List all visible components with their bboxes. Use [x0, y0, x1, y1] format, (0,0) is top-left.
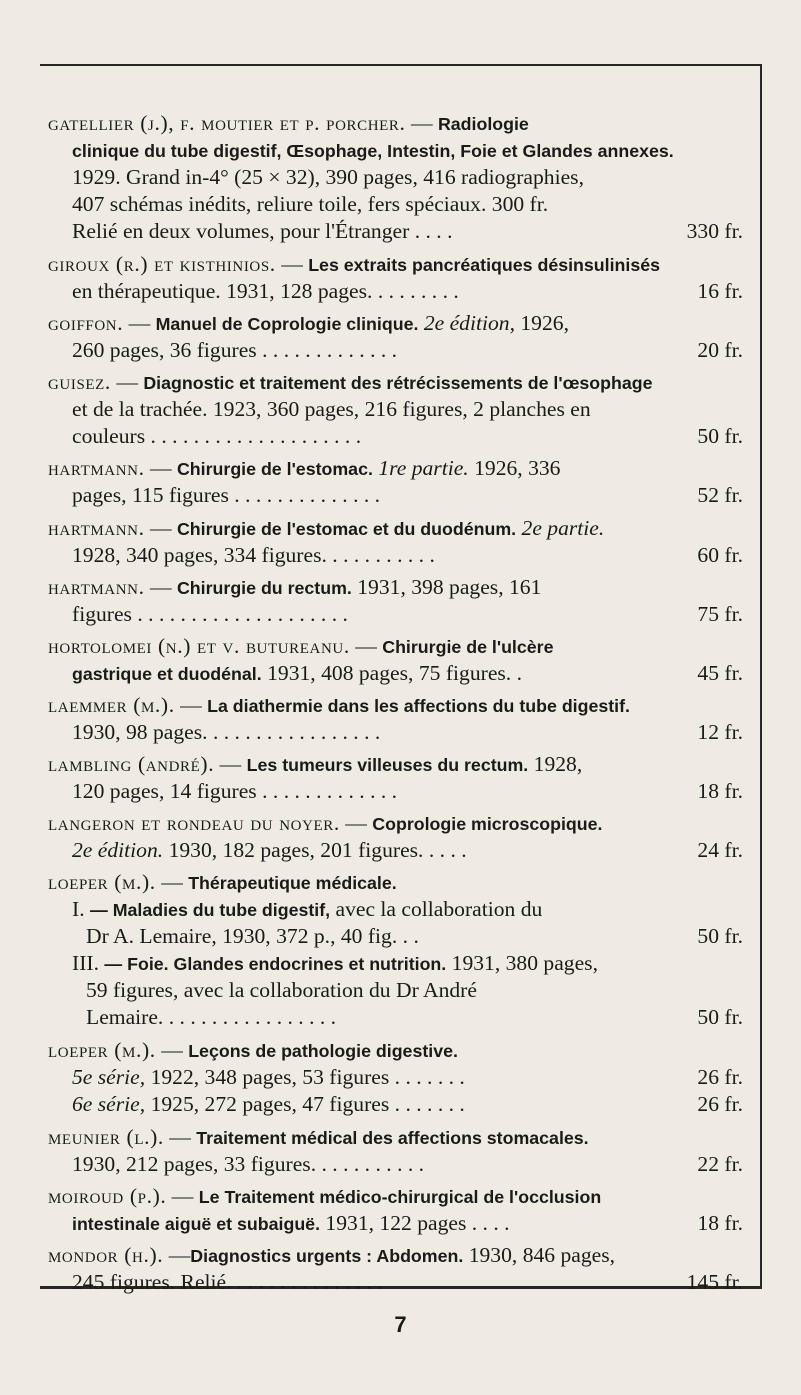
entry-title: Thérapeutique médicale. [188, 873, 397, 893]
catalog-entry [48, 310, 743, 364]
entry-separator: — [144, 456, 177, 480]
entry-details: 120 pages, 14 figures . . . . . . . . . . . . . [72, 779, 398, 803]
entry-separator: — [275, 252, 309, 276]
top-rule [40, 64, 762, 66]
volume-details: Lemaire. . . . . . . . . . . . . . . . . [86, 1005, 337, 1029]
entry-author: laemmer (m.). [48, 693, 175, 717]
entry-edition: 2e édition. [72, 838, 164, 862]
entry-author: goiffon. [48, 311, 124, 335]
entry-year: 1931, 398 pages, 161 [357, 575, 542, 599]
entry-author: guisez. [48, 370, 111, 394]
entry-author: moiroud (p.). [48, 1184, 167, 1208]
entry-price: 26 fr. [697, 1092, 743, 1116]
entry-year: 1930, 846 pages, [468, 1243, 616, 1267]
volume-details: 1931, 380 pages, [451, 951, 598, 975]
entry-title: La diathermie dans les affections du tube digestif. [207, 696, 630, 716]
entry-separator: — [405, 111, 438, 135]
entry-details: 407 schémas inédits, reliure toile, fers spéciaux. [72, 192, 487, 216]
entry-title: Chirurgie de l'ulcère [382, 637, 554, 657]
entry-part: 1re partie. [378, 456, 469, 480]
entry-author: giroux (r.) et kisthinios. [48, 252, 276, 276]
entry-details: 1930, 182 pages, 201 figures. . . . . [168, 838, 467, 862]
entry-part: 2e partie. [521, 516, 605, 540]
catalog-entry [48, 751, 743, 805]
entry-price: 60 fr. [697, 543, 743, 567]
catalog-entry [48, 574, 743, 628]
catalog-entry [48, 1183, 743, 1237]
catalog-entry [48, 633, 743, 687]
entry-details: 1930, 212 pages, 33 figures. . . . . . . . . . . [72, 1152, 425, 1176]
entry-price: 300 fr. [491, 192, 549, 216]
entry-details: 1922, 348 pages, 53 figures . . . . . . . [150, 1065, 465, 1089]
entry-year: 1926, 336 [474, 456, 561, 480]
entry-price: 22 fr. [697, 1152, 743, 1176]
catalog-entry [48, 515, 743, 569]
entry-author: meunier (l.). [48, 1125, 164, 1149]
catalog-entry [48, 692, 743, 746]
entry-title: Traitement médical des affections stomacales. [196, 1128, 589, 1148]
page-number: 7 [394, 1312, 407, 1337]
entry-author: mondor (h.). [48, 1243, 164, 1267]
entry-title: Le Traitement médico-chirurgical de l'occlusion [198, 1187, 602, 1207]
volume-details: avec la collaboration du [335, 897, 543, 921]
volume-details: 59 figures, avec la collaboration du Dr André [86, 978, 477, 1002]
entry-title: Radiologie [437, 114, 529, 134]
entry-title: Chirurgie du rectum. [176, 578, 352, 598]
entry-title: Les extraits pancréatiques désinsulinisés [308, 255, 661, 275]
volume-number: I. [72, 897, 85, 921]
entry-details: et de la trachée. 1923, 360 pages, 216 figures, 2 planches en [72, 397, 591, 421]
entry-separator: — [214, 752, 247, 776]
entry-details: 1931, 122 pages . . . . [325, 1211, 510, 1235]
entry-separator: — [155, 1038, 189, 1062]
entry-title-continued: gastrique et duodénal. [72, 664, 262, 684]
entry-price: 16 fr. [697, 279, 743, 303]
entry-separator: — [163, 1125, 197, 1149]
catalog-entry [48, 1242, 743, 1296]
entry-details: 1929. Grand in-4° (25 × 32), 390 pages, 416 radiographies, [72, 165, 584, 189]
entry-price: 145 fr. [686, 1270, 743, 1294]
entry-price: 12 fr. [697, 720, 743, 744]
entry-details: pages, 115 figures . . . . . . . . . . . . . . [72, 483, 381, 507]
entry-title-continued: intestinale aiguë et subaiguë. [72, 1214, 321, 1234]
entry-separator: — [110, 370, 144, 394]
volume-number: III. [72, 951, 99, 975]
entry-details: 245 figures. Relié. . . . . . . . . . . . . . . [72, 1270, 383, 1294]
catalog-entry [48, 1124, 743, 1178]
catalog-entry [48, 869, 743, 1031]
entry-price: 18 fr. [697, 779, 743, 803]
entry-author: hortolomei (n.) et v. butureanu. [48, 634, 350, 658]
entry-edition: 2e édition, [423, 311, 515, 335]
catalog-entry [48, 1037, 743, 1118]
entry-price: 75 fr. [697, 602, 743, 626]
volume-title: — Foie. Glandes endocrines et nutrition. [104, 954, 447, 974]
entry-details: figures . . . . . . . . . . . . . . . . . . . . [72, 602, 348, 626]
entry-year: 1928, [533, 752, 583, 776]
entry-details: 1928, 340 pages, 334 figures. . . . . . . . . . . [72, 543, 435, 567]
entry-separator: — [123, 311, 156, 335]
entry-title: Diagnostic et traitement des rétrécissements de l'œsophage [143, 373, 653, 393]
entry-details: couleurs . . . . . . . . . . . . . . . . . . . . [72, 424, 362, 448]
entry-title: Chirurgie de l'estomac. [176, 459, 373, 479]
entry-separator: — [155, 870, 189, 894]
entry-price: 50 fr. [697, 1005, 743, 1029]
entry-separator: — [339, 811, 373, 835]
entry-title: Les tumeurs villeuses du rectum. [246, 755, 529, 775]
entry-author: hartmann. [48, 456, 145, 480]
catalog-entry [48, 455, 743, 509]
entry-year: 1926, [520, 311, 569, 335]
volume-title: — Maladies du tube digestif, [90, 900, 331, 920]
entry-details: 1930, 98 pages. . . . . . . . . . . . . . . . . [72, 720, 381, 744]
catalog-entry [48, 369, 743, 450]
entry-title: Diagnostics urgents : Abdomen. [190, 1246, 464, 1266]
entry-separator: — [144, 516, 177, 540]
entry-separator: — [163, 1243, 191, 1267]
entry-author: loeper (m.). [48, 1038, 156, 1062]
entry-price: 330 fr. [686, 219, 743, 243]
entry-title-continued: clinique du tube digestif, Œsophage, Intestin, Foie et Glandes annexes. [72, 141, 674, 161]
series-label: 5e série, [72, 1065, 146, 1089]
entry-title: Manuel de Coprologie clinique. [155, 314, 419, 334]
catalog-entry [48, 810, 743, 864]
entry-separator: — [349, 634, 383, 658]
catalog-entry [48, 251, 743, 305]
entry-price: 52 fr. [697, 483, 743, 507]
entry-details: 1925, 272 pages, 47 figures . . . . . . . [150, 1092, 465, 1116]
entry-price: 45 fr. [697, 661, 743, 685]
entry-price: 18 fr. [697, 1211, 743, 1235]
entry-details: 260 pages, 36 figures . . . . . . . . . . . . . [72, 338, 398, 362]
entry-author: lambling (andré). [48, 752, 215, 776]
catalog-entry [48, 110, 743, 245]
entry-title: Coprologie microscopique. [372, 814, 603, 834]
entry-title: Leçons de pathologie digestive. [188, 1041, 458, 1061]
entry-details: 1931, 408 pages, 75 figures. . [267, 661, 522, 685]
entry-author: gatellier (j.), f. moutier et p. porcher. [48, 111, 406, 135]
entry-details: en thérapeutique. 1931, 128 pages. . . . . . . . . [72, 279, 459, 303]
entry-author: hartmann. [48, 516, 145, 540]
entry-author: loeper (m.). [48, 870, 156, 894]
entry-separator: — [144, 575, 177, 599]
entry-price: 26 fr. [697, 1065, 743, 1089]
entry-price: 50 fr. [697, 924, 743, 948]
right-rule [760, 64, 762, 1288]
entry-author: hartmann. [48, 575, 145, 599]
entry-separator: — [174, 693, 208, 717]
entry-price: 20 fr. [697, 338, 743, 362]
entry-author: langeron et rondeau du noyer. [48, 811, 340, 835]
entry-price: 50 fr. [697, 424, 743, 448]
entry-separator: — [166, 1184, 199, 1208]
series-label: 6e série, [72, 1092, 146, 1116]
entry-details: Relié en deux volumes, pour l'Étranger . . . . [72, 219, 453, 243]
entry-price: 24 fr. [697, 838, 743, 862]
entry-title: Chirurgie de l'estomac et du duodénum. [176, 519, 517, 539]
volume-details: Dr A. Lemaire, 1930, 372 p., 40 fig. . . [86, 924, 419, 948]
